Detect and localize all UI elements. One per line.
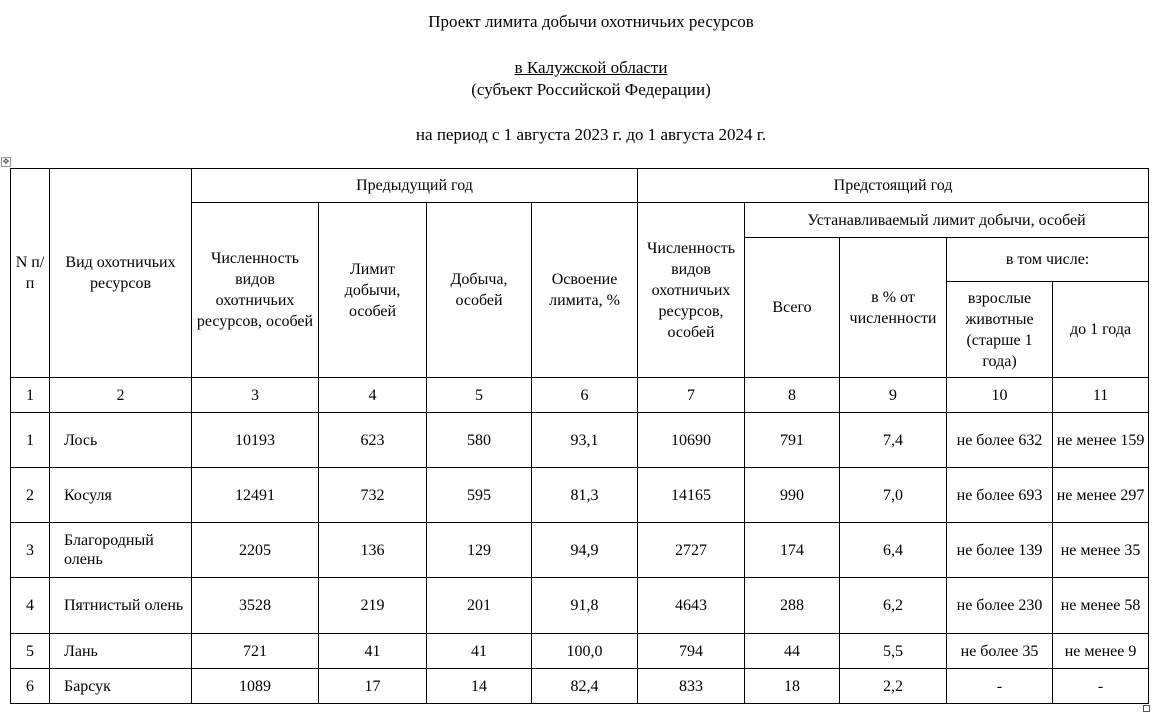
table-cell: не менее 9 bbox=[1053, 634, 1149, 669]
table-row bbox=[11, 634, 1149, 669]
header-num: N п/п bbox=[11, 169, 50, 378]
header-under-one: до 1 года bbox=[1053, 282, 1149, 378]
column-number-cell: 1 bbox=[11, 378, 50, 413]
table-cell: 44 bbox=[745, 634, 840, 669]
table-row bbox=[11, 468, 1149, 523]
table-cell: 91,8 bbox=[532, 578, 638, 634]
region-note: (субъект Российской Федерации) bbox=[471, 80, 711, 99]
header-prev-usage: Освоение лимита, % bbox=[532, 203, 638, 378]
header-next-population: Численность видов охотничьих ресурсов, особей bbox=[638, 203, 745, 378]
table-cell: 94,9 bbox=[532, 523, 638, 578]
table-cell: 794 bbox=[638, 634, 745, 669]
header-total: Всего bbox=[745, 238, 840, 378]
column-number-cell: 2 bbox=[50, 378, 192, 413]
table-cell: 10193 bbox=[192, 413, 319, 468]
table-cell: 2 bbox=[11, 468, 50, 523]
table-cell: 6,2 bbox=[840, 578, 947, 634]
table-cell: 732 bbox=[319, 468, 427, 523]
table-cell: 41 bbox=[319, 634, 427, 669]
column-number-cell: 11 bbox=[1053, 378, 1149, 413]
table-cell: 6,4 bbox=[840, 523, 947, 578]
table-cell: 6 bbox=[11, 669, 50, 704]
table-cell: 2205 bbox=[192, 523, 319, 578]
table-cell: 10690 bbox=[638, 413, 745, 468]
table-cell: 5,5 bbox=[840, 634, 947, 669]
species-name-cell: Барсук bbox=[50, 669, 192, 704]
header-including: в том числе: bbox=[947, 238, 1149, 282]
table-row bbox=[11, 578, 1149, 634]
table-cell: 174 bbox=[745, 523, 840, 578]
table-cell: 4 bbox=[11, 578, 50, 634]
table-cell: - bbox=[947, 669, 1053, 704]
table-cell: 5 bbox=[11, 634, 50, 669]
header-prev-harvest: Добыча, особей bbox=[427, 203, 532, 378]
table-cell: 623 bbox=[319, 413, 427, 468]
header-percent: в % от численности bbox=[840, 238, 947, 378]
column-number-cell: 7 bbox=[638, 378, 745, 413]
column-number-cell: 5 bbox=[427, 378, 532, 413]
table-cell: 3 bbox=[11, 523, 50, 578]
table-move-handle-icon[interactable]: ✥ bbox=[2, 157, 10, 166]
header-species: Вид охотничьих ресурсов bbox=[50, 169, 192, 378]
table-cell: 2727 bbox=[638, 523, 745, 578]
table-cell: 4643 bbox=[638, 578, 745, 634]
table-cell: не менее 159 bbox=[1053, 413, 1149, 468]
table-cell: 7,0 bbox=[840, 468, 947, 523]
header-prev-limit: Лимит добычи, особей bbox=[319, 203, 427, 378]
table-resize-handle[interactable] bbox=[1143, 705, 1150, 712]
column-number-cell: 3 bbox=[192, 378, 319, 413]
column-number-cell: 9 bbox=[840, 378, 947, 413]
header-prev-year: Предыдущий год bbox=[192, 169, 638, 203]
table-cell: 833 bbox=[638, 669, 745, 704]
period-line: на период с 1 августа 2023 г. до 1 августа 2024 г. bbox=[415, 125, 767, 144]
limit-table bbox=[10, 168, 1149, 704]
table-cell: 721 bbox=[192, 634, 319, 669]
table-cell: 580 bbox=[427, 413, 532, 468]
species-name-cell: Пятнистый олень bbox=[50, 578, 192, 634]
table-row bbox=[11, 523, 1149, 578]
species-name-cell: Косуля bbox=[50, 468, 192, 523]
table-cell: не более 632 bbox=[947, 413, 1053, 468]
table-row bbox=[11, 669, 1149, 704]
header-set-limit: Устанавливаемый лимит добычи, особей bbox=[745, 203, 1149, 238]
table-cell: 129 bbox=[427, 523, 532, 578]
column-number-cell: 6 bbox=[532, 378, 638, 413]
table-cell: 219 bbox=[319, 578, 427, 634]
table-cell: 1089 bbox=[192, 669, 319, 704]
header-adults: взрослые животные (старше 1 года) bbox=[947, 282, 1053, 378]
table-cell: не более 230 bbox=[947, 578, 1053, 634]
table-cell: 18 bbox=[745, 669, 840, 704]
table-cell: 201 bbox=[427, 578, 532, 634]
table-cell: не менее 58 bbox=[1053, 578, 1149, 634]
column-number-cell: 4 bbox=[319, 378, 427, 413]
table-cell: 17 bbox=[319, 669, 427, 704]
table-cell: 1 bbox=[11, 413, 50, 468]
species-name-cell: Лань bbox=[50, 634, 192, 669]
header-next-year: Предстоящий год bbox=[638, 169, 1149, 203]
species-name-cell: Лось bbox=[50, 413, 192, 468]
table-cell: 791 bbox=[745, 413, 840, 468]
table-cell: 2,2 bbox=[840, 669, 947, 704]
table-cell: 14165 bbox=[638, 468, 745, 523]
table-cell: не более 693 bbox=[947, 468, 1053, 523]
species-name-cell: Благородный олень bbox=[50, 523, 192, 578]
table-row bbox=[11, 413, 1149, 468]
document-title: Проект лимита добычи охотничьих ресурсов bbox=[428, 12, 754, 31]
table-cell: 41 bbox=[427, 634, 532, 669]
table-cell: 93,1 bbox=[532, 413, 638, 468]
table-cell: 595 bbox=[427, 468, 532, 523]
table-cell: не менее 297 bbox=[1053, 468, 1149, 523]
table-cell: - bbox=[1053, 669, 1149, 704]
table-cell: 7,4 bbox=[840, 413, 947, 468]
table-cell: 990 bbox=[745, 468, 840, 523]
table-cell: не менее 35 bbox=[1053, 523, 1149, 578]
table-cell: не более 35 bbox=[947, 634, 1053, 669]
table-cell: 81,3 bbox=[532, 468, 638, 523]
table-cell: 12491 bbox=[192, 468, 319, 523]
table-cell: 288 bbox=[745, 578, 840, 634]
table-cell: 136 bbox=[319, 523, 427, 578]
table-cell: 3528 bbox=[192, 578, 319, 634]
column-number-cell: 8 bbox=[745, 378, 840, 413]
table-cell: 14 bbox=[427, 669, 532, 704]
region-name: в Калужской области bbox=[514, 58, 668, 77]
table-cell: 100,0 bbox=[532, 634, 638, 669]
column-number-row bbox=[11, 378, 1149, 413]
column-number-cell: 10 bbox=[947, 378, 1053, 413]
header-prev-population: Численность видов охотничьих ресурсов, особей bbox=[192, 203, 319, 378]
table-cell: 82,4 bbox=[532, 669, 638, 704]
table-cell: не более 139 bbox=[947, 523, 1053, 578]
